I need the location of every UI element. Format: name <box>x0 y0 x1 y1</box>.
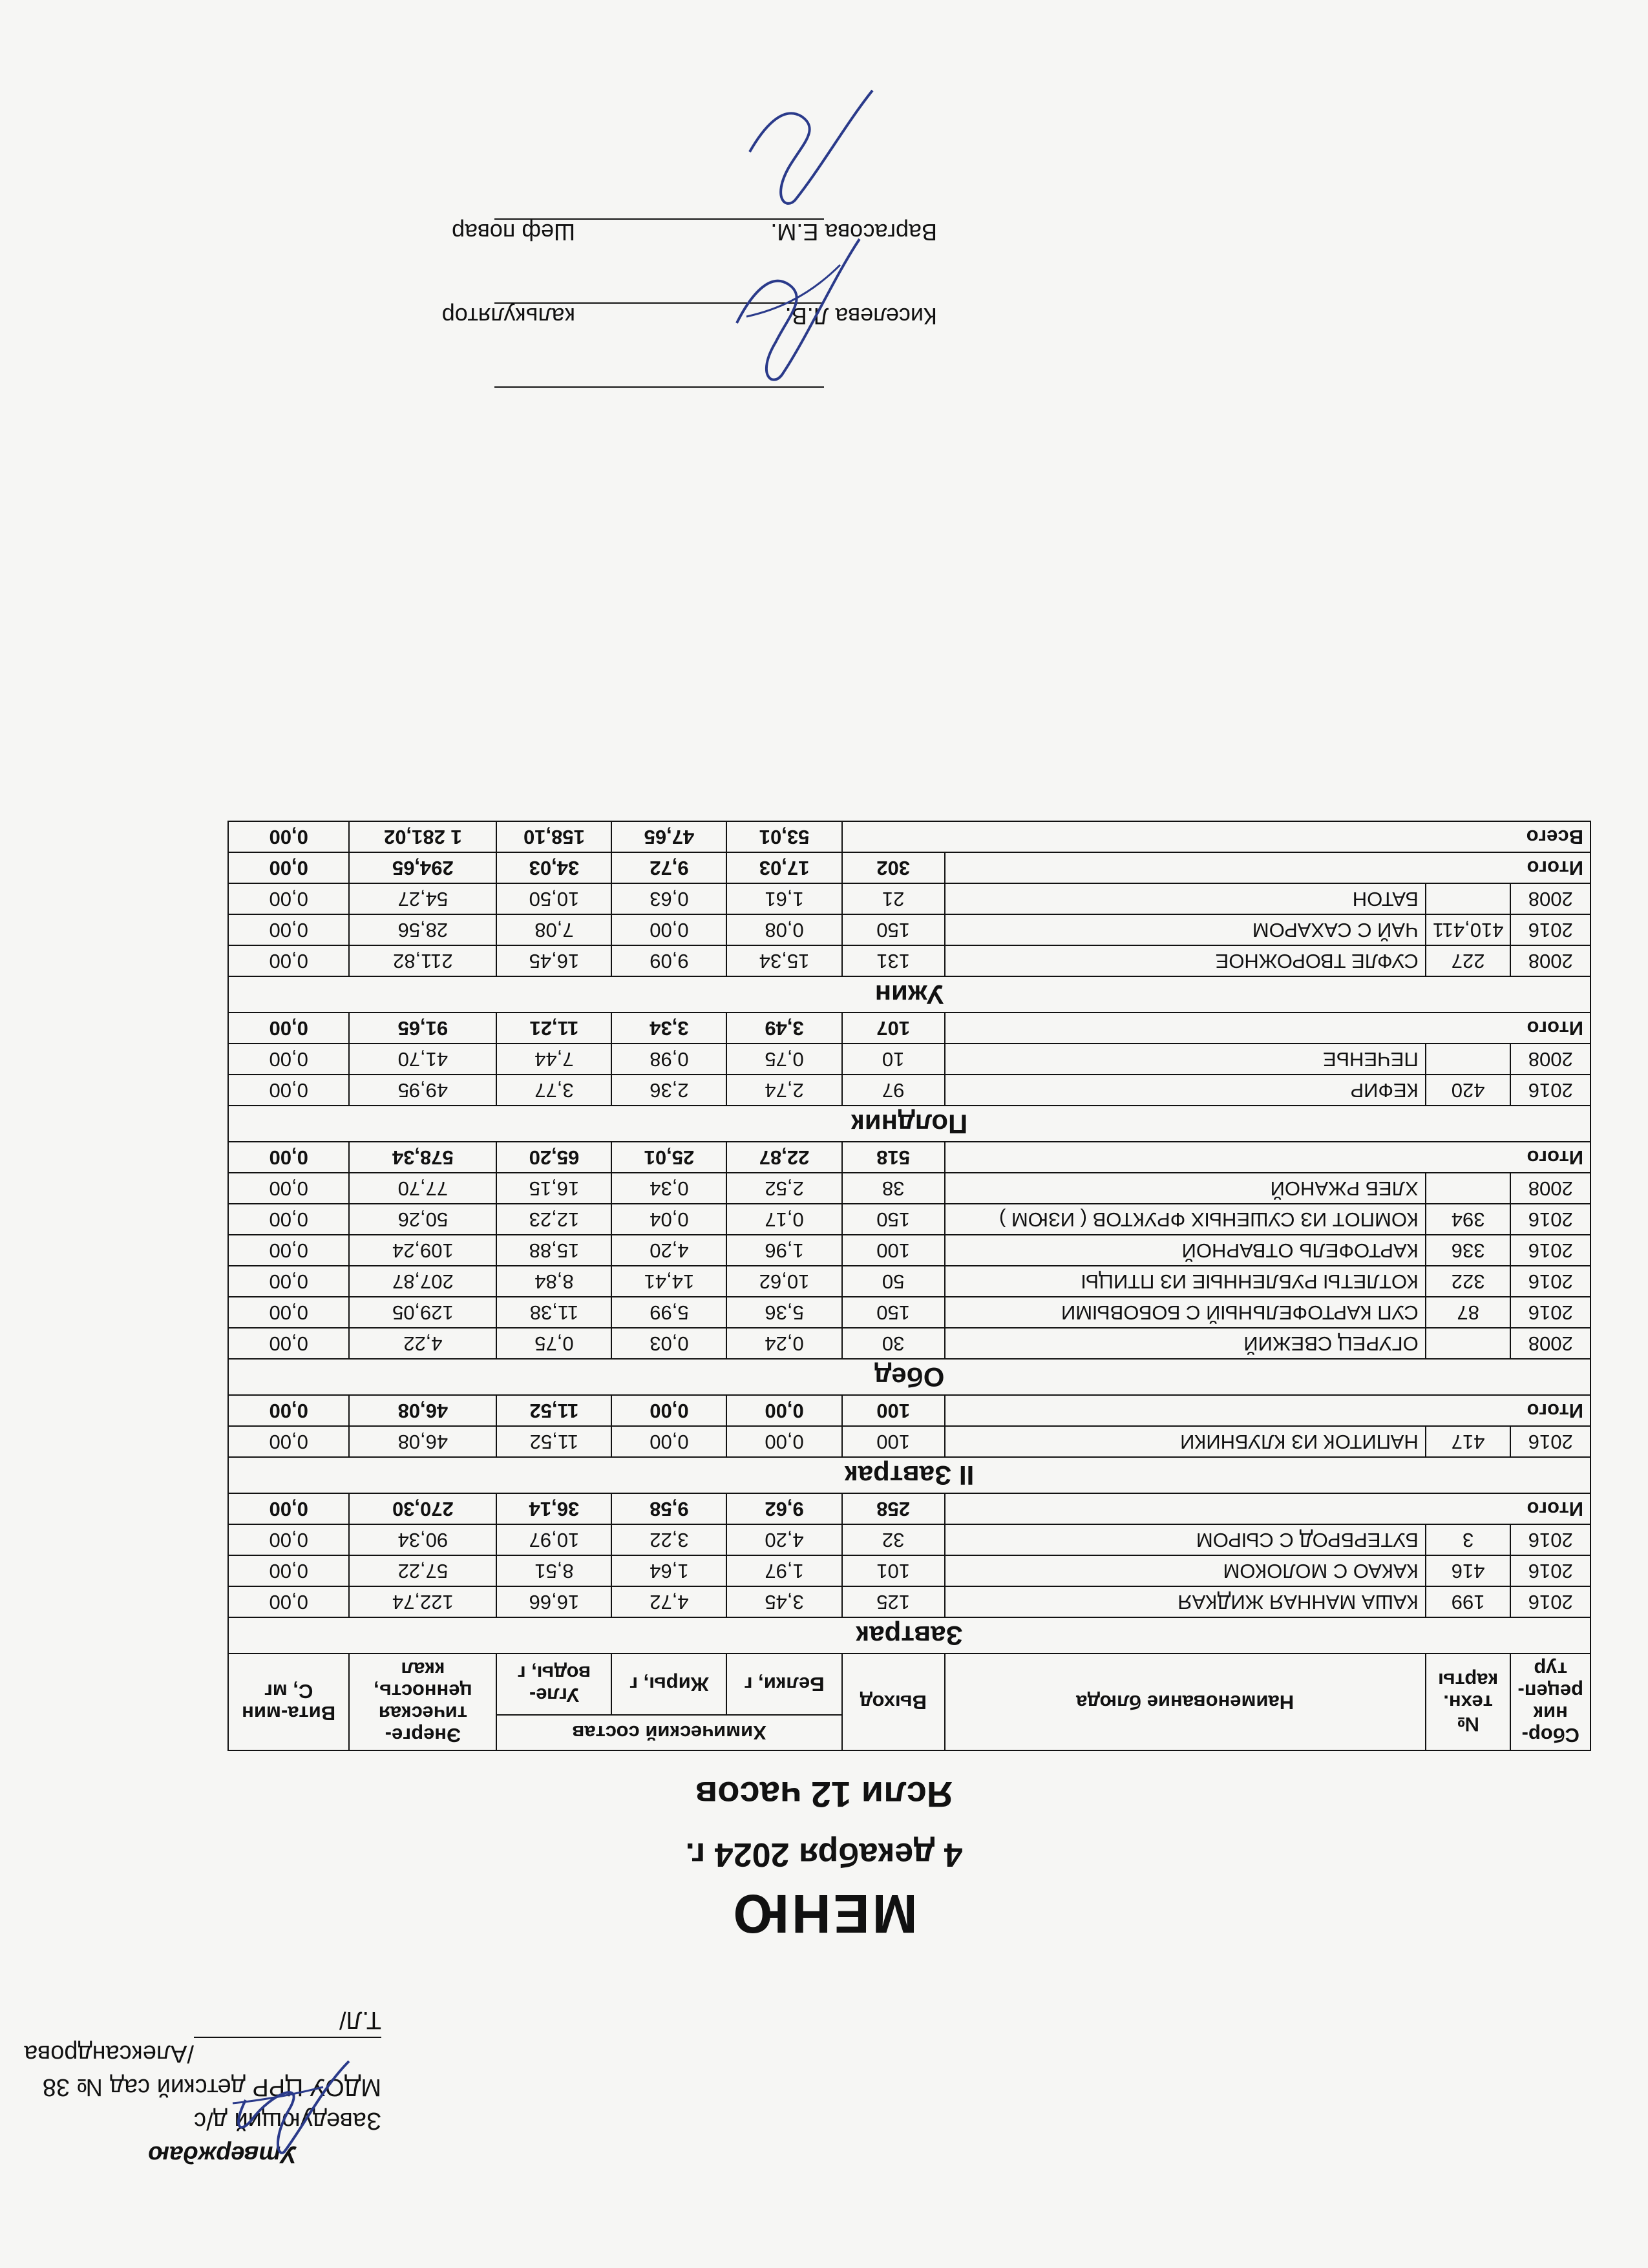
table-row <box>228 1586 1590 1617</box>
cell-vitamin: 0,00 <box>228 1555 349 1586</box>
total-label: Итого <box>945 1013 1590 1044</box>
cell-protein: 10,62 <box>727 1266 842 1297</box>
cell-collection: 2016 <box>1510 1266 1590 1297</box>
cell-vitamin: 0,00 <box>228 1266 349 1297</box>
cell-energy: 46,08 <box>349 1426 496 1457</box>
cell-collection: 2016 <box>1510 1555 1590 1586</box>
cell-vitamin: 0,00 <box>228 1426 349 1457</box>
total-row <box>228 852 1590 883</box>
total-vitamin: 0,00 <box>228 1493 349 1524</box>
table-row <box>228 1044 1590 1075</box>
col-vitamin: Вита-мин С, мг <box>228 1654 349 1750</box>
table-row <box>228 1328 1590 1359</box>
cell-yield: 100 <box>842 1426 945 1457</box>
cell-fat: 0,00 <box>611 914 726 945</box>
total-vitamin: 0,00 <box>228 1395 349 1426</box>
cell-yield: 150 <box>842 1204 945 1235</box>
cell-vitamin: 0,00 <box>228 883 349 914</box>
cell-protein: 2,52 <box>727 1173 842 1204</box>
cell-collection: 2016 <box>1510 1426 1590 1457</box>
total-fat: 9,72 <box>611 852 726 883</box>
cell-protein: 15,34 <box>727 945 842 976</box>
approval-title: Утверждаю <box>148 2141 297 2168</box>
cell-protein: 0,17 <box>727 1204 842 1235</box>
col-carbs: Угле-воды, г <box>496 1654 611 1715</box>
cell-yield: 150 <box>842 1297 945 1328</box>
cell-yield: 125 <box>842 1586 945 1617</box>
cell-vitamin: 0,00 <box>228 1204 349 1235</box>
cell-dish: НАПИТОК ИЗ КЛУБНИКИ <box>945 1426 1426 1457</box>
total-label: Итого <box>945 1395 1590 1426</box>
cell-collection: 2008 <box>1510 945 1590 976</box>
total-yield: 258 <box>842 1493 945 1524</box>
cell-energy: 50,26 <box>349 1204 496 1235</box>
total-yield: 107 <box>842 1013 945 1044</box>
cell-dish: КЕФИР <box>945 1075 1426 1106</box>
cell-energy: 4,22 <box>349 1328 496 1359</box>
total-protein: 22,87 <box>727 1142 842 1173</box>
cell-dish: ХЛЕБ РЖАНОЙ <box>945 1173 1426 1204</box>
cell-collection: 2016 <box>1510 1204 1590 1235</box>
chef-signature-icon <box>737 84 892 213</box>
cell-carbs: 16,66 <box>496 1586 611 1617</box>
cell-vitamin: 0,00 <box>228 1297 349 1328</box>
cell-vitamin: 0,00 <box>228 1524 349 1555</box>
total-carbs: 11,21 <box>496 1013 611 1044</box>
cell-protein: 1,96 <box>727 1235 842 1266</box>
cell-protein: 0,24 <box>727 1328 842 1359</box>
calc-label: калькулятор <box>441 303 575 330</box>
cell-protein: 5,36 <box>727 1297 842 1328</box>
section-title: Полдник <box>228 1106 1590 1142</box>
total-energy: 270,30 <box>349 1493 496 1524</box>
col-energy: Энерге-тическая ценность, ккал <box>349 1654 496 1750</box>
total-carbs: 36,14 <box>496 1493 611 1524</box>
cell-dish: СУФЛЕ ТВОРОЖНОЕ <box>945 945 1426 976</box>
cell-dish: БУТЕРБРОД С СЫРОМ <box>945 1524 1426 1555</box>
cell-yield: 100 <box>842 1235 945 1266</box>
total-energy: 46,08 <box>349 1395 496 1426</box>
cell-collection: 2008 <box>1510 1328 1590 1359</box>
cell-fat: 0,63 <box>611 883 726 914</box>
cell-card: 394 <box>1426 1204 1511 1235</box>
section-title: Ужин <box>228 976 1590 1013</box>
cell-carbs: 11,52 <box>496 1426 611 1457</box>
cell-collection: 2016 <box>1510 1586 1590 1617</box>
table-row <box>228 1426 1590 1457</box>
cell-yield: 10 <box>842 1044 945 1075</box>
cell-fat: 3,22 <box>611 1524 726 1555</box>
total-row <box>228 1395 1590 1426</box>
cell-carbs: 7,08 <box>496 914 611 945</box>
total-yield: 302 <box>842 852 945 883</box>
section-title: II Завтрак <box>228 1457 1590 1493</box>
cell-card <box>1426 1044 1511 1075</box>
table-row <box>228 1075 1590 1106</box>
col-card: № техн. карты <box>1426 1654 1511 1750</box>
approval-name: /Александрова Т.Л/ <box>24 2006 381 2067</box>
total-carbs: 65,20 <box>496 1142 611 1173</box>
cell-carbs: 10,97 <box>496 1524 611 1555</box>
cell-card <box>1426 1173 1511 1204</box>
cell-fat: 2,36 <box>611 1075 726 1106</box>
section-title: Обед <box>228 1359 1590 1395</box>
total-energy: 91,65 <box>349 1013 496 1044</box>
cell-energy: 129,05 <box>349 1297 496 1328</box>
calc-name: Киселева Л.В. <box>785 303 937 330</box>
cell-protein: 0,75 <box>727 1044 842 1075</box>
cell-carbs: 16,15 <box>496 1173 611 1204</box>
cell-collection: 2008 <box>1510 1044 1590 1075</box>
table-row <box>228 1266 1590 1297</box>
cell-dish: ЧАЙ С САХАРОМ <box>945 914 1426 945</box>
cell-collection: 2016 <box>1510 1297 1590 1328</box>
cell-protein: 2,74 <box>727 1075 842 1106</box>
cell-card: 416 <box>1426 1555 1511 1586</box>
table-row <box>228 945 1590 976</box>
section-row <box>228 1457 1590 1493</box>
table-row <box>228 883 1590 914</box>
cell-carbs: 12,23 <box>496 1204 611 1235</box>
total-yield: 518 <box>842 1142 945 1173</box>
cell-yield: 30 <box>842 1328 945 1359</box>
table-row <box>228 1173 1590 1204</box>
total-fat: 0,00 <box>611 1395 726 1426</box>
director-signature-icon <box>220 2048 362 2165</box>
cell-fat: 4,20 <box>611 1235 726 1266</box>
cell-yield: 97 <box>842 1075 945 1106</box>
cell-yield: 150 <box>842 914 945 945</box>
cell-fat: 0,03 <box>611 1328 726 1359</box>
cell-protein: 0,00 <box>727 1426 842 1457</box>
col-protein: Белки, г <box>727 1654 842 1715</box>
cell-dish: КАКАО С МОЛОКОМ <box>945 1555 1426 1586</box>
cell-dish: КАРТОФЕЛЬ ОТВАРНОЙ <box>945 1235 1426 1266</box>
calc-signature-icon <box>717 226 885 394</box>
cell-collection: 2016 <box>1510 1235 1590 1266</box>
cell-vitamin: 0,00 <box>228 945 349 976</box>
cell-vitamin: 0,00 <box>228 914 349 945</box>
cell-fat: 0,00 <box>611 1426 726 1457</box>
section-title: Завтрак <box>228 1617 1590 1654</box>
col-fat: Жиры, г <box>611 1654 726 1715</box>
col-chem: Химический состав <box>496 1715 841 1750</box>
cell-card: 322 <box>1426 1266 1511 1297</box>
cell-collection: 2016 <box>1510 1524 1590 1555</box>
cell-fat: 4,72 <box>611 1586 726 1617</box>
cell-yield: 131 <box>842 945 945 976</box>
cell-energy: 77,70 <box>349 1173 496 1204</box>
cell-protein: 1,61 <box>727 883 842 914</box>
cell-energy: 49,95 <box>349 1075 496 1106</box>
total-protein: 0,00 <box>727 1395 842 1426</box>
cell-protein: 0,08 <box>727 914 842 945</box>
cell-energy: 122,74 <box>349 1586 496 1617</box>
cell-collection: 2008 <box>1510 1173 1590 1204</box>
cell-protein: 3,45 <box>727 1586 842 1617</box>
table-row <box>228 1297 1590 1328</box>
total-protein: 3,49 <box>727 1013 842 1044</box>
cell-vitamin: 0,00 <box>228 1173 349 1204</box>
cell-energy: 211,82 <box>349 945 496 976</box>
table-row <box>228 1235 1590 1266</box>
cell-collection: 2008 <box>1510 883 1590 914</box>
cell-energy: 109,24 <box>349 1235 496 1266</box>
total-energy: 578,34 <box>349 1142 496 1173</box>
total-fat: 9,58 <box>611 1493 726 1524</box>
table-row <box>228 914 1590 945</box>
col-dish: Наименование блюда <box>945 1654 1426 1750</box>
total-label: Итого <box>945 1142 1590 1173</box>
cell-carbs: 11,38 <box>496 1297 611 1328</box>
cell-yield: 50 <box>842 1266 945 1297</box>
total-fat: 3,34 <box>611 1013 726 1044</box>
cell-card: 336 <box>1426 1235 1511 1266</box>
cell-vitamin: 0,00 <box>228 1586 349 1617</box>
grand-protein: 53,01 <box>727 821 842 852</box>
total-protein: 17,03 <box>727 852 842 883</box>
menu-table <box>227 821 1591 1751</box>
cell-fat: 0,34 <box>611 1173 726 1204</box>
cell-carbs: 8,51 <box>496 1555 611 1586</box>
total-protein: 9,62 <box>727 1493 842 1524</box>
cell-energy: 57,22 <box>349 1555 496 1586</box>
cell-vitamin: 0,00 <box>228 1075 349 1106</box>
total-label: Итого <box>945 852 1590 883</box>
grand-total-label: Всего <box>842 821 1590 852</box>
chef-underline <box>494 218 824 220</box>
cell-yield: 38 <box>842 1173 945 1204</box>
grand-energy: 1 281,02 <box>349 821 496 852</box>
cell-card: 410,411 <box>1426 914 1511 945</box>
cell-dish: КОТЛЕТЫ РУБЛЕННЫЕ ИЗ ПТИЦЫ <box>945 1266 1426 1297</box>
total-vitamin: 0,00 <box>228 1142 349 1173</box>
cell-carbs: 0,75 <box>496 1328 611 1359</box>
cell-fat: 14,41 <box>611 1266 726 1297</box>
cell-dish: КОМПОТ ИЗ СУШЕНЫХ ФРУКТОВ ( ИЗЮМ ) <box>945 1204 1426 1235</box>
cell-collection: 2016 <box>1510 914 1590 945</box>
cell-dish: КАША МАННАЯ ЖИДКАЯ <box>945 1586 1426 1617</box>
total-row <box>228 1013 1590 1044</box>
cell-fat: 1,64 <box>611 1555 726 1586</box>
cell-protein: 4,20 <box>727 1524 842 1555</box>
cell-carbs: 7,44 <box>496 1044 611 1075</box>
cell-vitamin: 0,00 <box>228 1235 349 1266</box>
menu-title: МЕНЮ <box>730 1884 918 1944</box>
approval-organization: МДОУ ЦРР детский сад № 38 <box>42 2074 381 2101</box>
col-yield: Выход <box>842 1654 945 1750</box>
grand-carbs: 158,10 <box>496 821 611 852</box>
section-row <box>228 1106 1590 1142</box>
total-fat: 25,01 <box>611 1142 726 1173</box>
cell-dish: ОГУРЕЦ СВЕЖИЙ <box>945 1328 1426 1359</box>
cell-card: 420 <box>1426 1075 1511 1106</box>
cell-carbs: 15,88 <box>496 1235 611 1266</box>
cell-card: 199 <box>1426 1586 1511 1617</box>
grand-vitamin: 0,00 <box>228 821 349 852</box>
age-group: Ясли 12 часов <box>695 1774 953 1815</box>
header-row <box>228 1715 1590 1750</box>
total-label: Итого <box>945 1493 1590 1524</box>
cell-dish: БАТОН <box>945 883 1426 914</box>
cell-carbs: 8,84 <box>496 1266 611 1297</box>
cell-card: 87 <box>1426 1297 1511 1328</box>
cell-energy: 41,70 <box>349 1044 496 1075</box>
cell-energy: 28,56 <box>349 914 496 945</box>
total-vitamin: 0,00 <box>228 852 349 883</box>
section-row <box>228 1617 1590 1654</box>
cell-dish: ПЕЧЕНЬЕ <box>945 1044 1426 1075</box>
cell-carbs: 16,45 <box>496 945 611 976</box>
approval-position: Заведующий д/с <box>194 2107 381 2134</box>
cell-fat: 0,98 <box>611 1044 726 1075</box>
total-carbs: 34,03 <box>496 852 611 883</box>
table-row <box>228 1524 1590 1555</box>
cell-fat: 0,04 <box>611 1204 726 1235</box>
cell-energy: 54,27 <box>349 883 496 914</box>
cell-energy: 207,87 <box>349 1266 496 1297</box>
chef-name: Варгасова Е.М. <box>770 219 937 246</box>
cell-yield: 32 <box>842 1524 945 1555</box>
cell-dish: СУП КАРТОФЕЛЬНЫЙ С БОБОВЫМИ <box>945 1297 1426 1328</box>
table-row <box>228 1555 1590 1586</box>
cell-yield: 21 <box>842 883 945 914</box>
cell-card: 417 <box>1426 1426 1511 1457</box>
section-row <box>228 976 1590 1013</box>
total-energy: 294,65 <box>349 852 496 883</box>
col-collection: Сбор-ник рецеп-тур <box>1510 1654 1590 1750</box>
chef-label: Шеф повар <box>452 219 575 246</box>
cell-vitamin: 0,00 <box>228 1328 349 1359</box>
cell-fat: 5,99 <box>611 1297 726 1328</box>
grand-fat: 47,65 <box>611 821 726 852</box>
total-row <box>228 1493 1590 1524</box>
total-row <box>228 1142 1590 1173</box>
table-row <box>228 1204 1590 1235</box>
cell-card: 3 <box>1426 1524 1511 1555</box>
menu-date: 4 декабря 2024 г. <box>685 1836 963 1873</box>
section-row <box>228 1359 1590 1395</box>
cell-protein: 1,97 <box>727 1555 842 1586</box>
cell-card: 227 <box>1426 945 1511 976</box>
total-carbs: 11,52 <box>496 1395 611 1426</box>
cell-energy: 90,34 <box>349 1524 496 1555</box>
menu-table-body <box>228 821 1590 1654</box>
cell-collection: 2016 <box>1510 1075 1590 1106</box>
cell-vitamin: 0,00 <box>228 1044 349 1075</box>
cell-carbs: 10,50 <box>496 883 611 914</box>
cell-fat: 9,09 <box>611 945 726 976</box>
grand-total-row <box>228 821 1590 852</box>
total-vitamin: 0,00 <box>228 1013 349 1044</box>
cell-card <box>1426 883 1511 914</box>
total-yield: 100 <box>842 1395 945 1426</box>
cell-card <box>1426 1328 1511 1359</box>
cell-yield: 101 <box>842 1555 945 1586</box>
cell-carbs: 3,77 <box>496 1075 611 1106</box>
